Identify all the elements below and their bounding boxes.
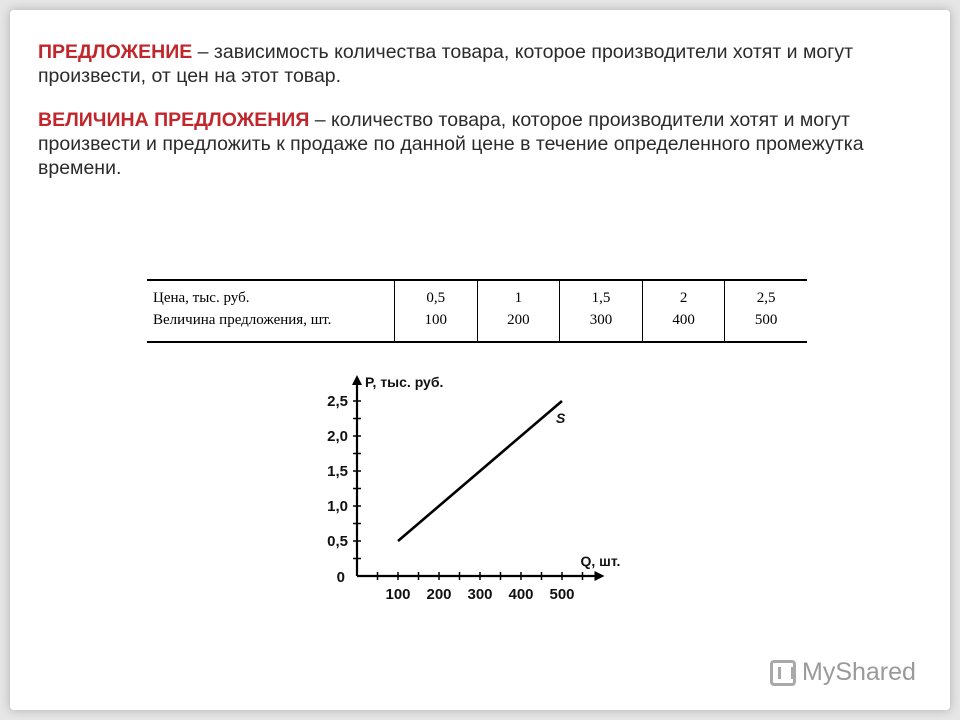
table-cell-price: 0,5	[426, 290, 446, 306]
x-tick-label: 300	[467, 586, 493, 603]
definition-quantity-supplied	[38, 108, 938, 180]
supply-chart	[117, 263, 807, 626]
x-tick-label: 500	[549, 586, 575, 603]
table-cell-price: 2,5	[756, 290, 776, 306]
table-cell-quantity: 100	[424, 312, 448, 328]
supply-figure	[117, 263, 807, 626]
definition-supply-text: – зависимость количества товара, которое производители хотят и могут произвести, от цен на этот товар.	[38, 41, 854, 87]
origin-label: 0	[336, 569, 345, 586]
x-tick-label: 400	[508, 586, 534, 603]
x-axis-label: Q, шт.	[580, 553, 621, 569]
definitions	[38, 40, 938, 200]
table-cell-quantity: 500	[754, 312, 778, 328]
quantity-row-label: Величина предложения, шт.	[153, 312, 332, 328]
series-label: S	[556, 410, 566, 426]
price-row-label: Цена, тыс. руб.	[153, 290, 250, 306]
x-tick-label: 100	[385, 586, 411, 603]
table-cell-price: 1	[514, 290, 523, 306]
term-supply: ПРЕДЛОЖЕНИЕ	[38, 41, 193, 63]
y-axis-label: P, тыс. руб.	[365, 374, 444, 390]
table-cell-quantity: 400	[672, 312, 695, 328]
supply-curve	[398, 401, 562, 541]
y-tick-label: 1,0	[327, 498, 348, 515]
watermark	[770, 658, 916, 687]
term-quantity-supplied: ВЕЛИЧИНА ПРЕДЛОЖЕНИЯ	[38, 109, 310, 131]
y-tick-label: 0,5	[327, 533, 348, 550]
definition-quantity-supplied-text: – количество товара, которое производители хотят и могут произвести и предложить к продаже по данной цене в течение определенного промежутка времени.	[38, 109, 864, 179]
y-tick-label: 1,5	[327, 463, 348, 480]
x-tick-label: 200	[426, 586, 452, 603]
y-axis-arrow	[352, 375, 362, 385]
x-axis-arrow	[595, 571, 605, 581]
table-cell-price: 2	[679, 290, 688, 306]
projector-screen-icon	[770, 660, 796, 686]
table-cell-quantity: 300	[589, 312, 613, 328]
y-tick-label: 2,0	[327, 428, 348, 445]
y-tick-label: 2,5	[327, 393, 348, 410]
definition-supply	[38, 40, 938, 88]
table-cell-price: 1,5	[591, 290, 611, 306]
table-cell-quantity: 200	[507, 312, 530, 328]
watermark-text: MyShared	[802, 658, 916, 686]
